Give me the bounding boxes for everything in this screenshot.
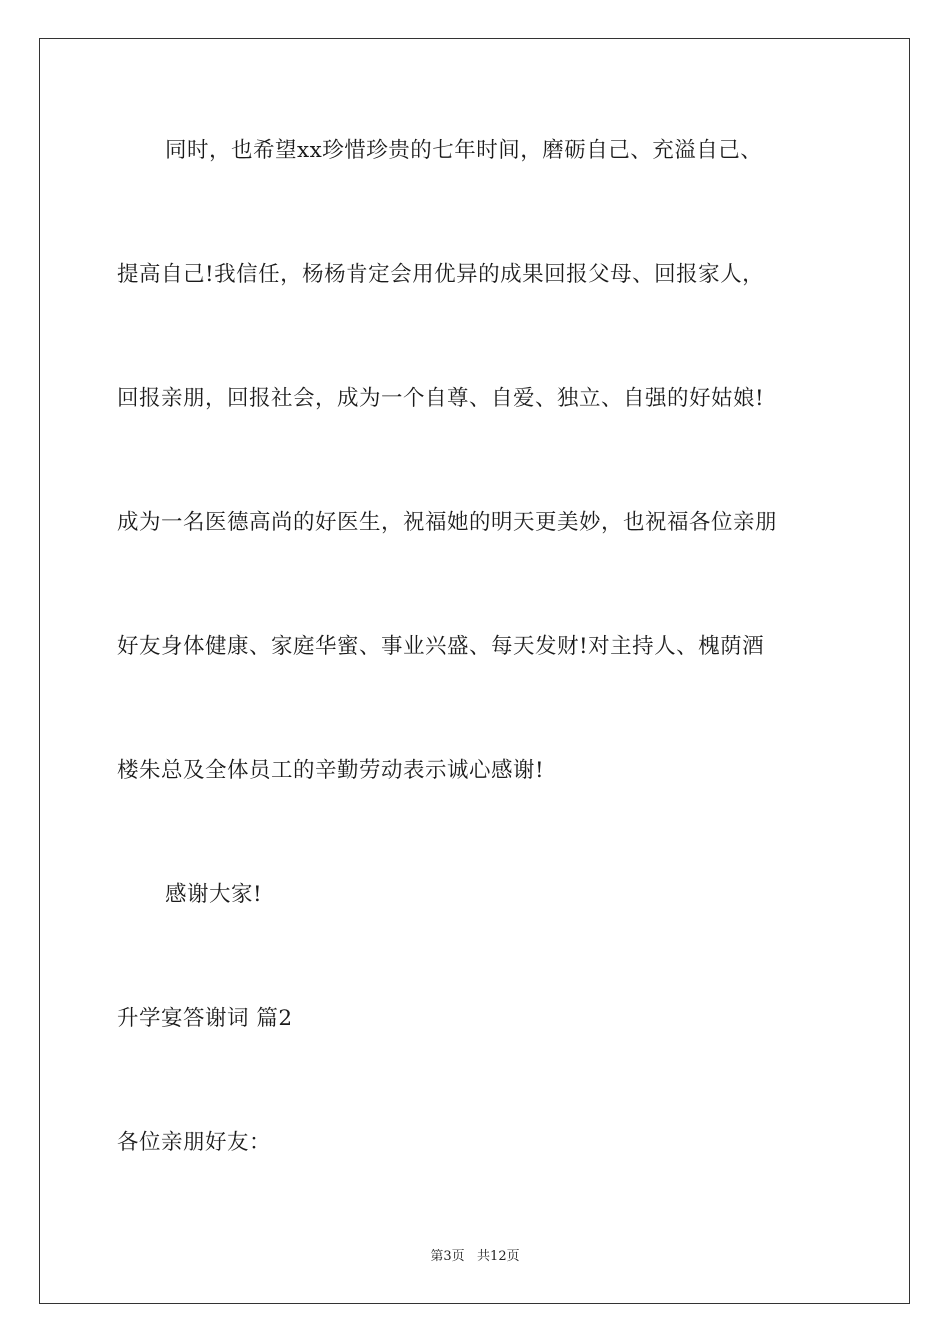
paragraph-line-2: 提高自己!我信任，杨杨肯定会用优异的成果回报父母、回报家人， [117,262,765,287]
paragraph-line-6: 楼朱总及全体员工的辛勤劳动表示诚心感谢! [117,758,545,783]
page-number-footer: 第3页 共12页 [430,1249,520,1264]
salutation: 各位亲朋好友： [117,1130,272,1155]
page-border [39,38,910,1304]
section-heading: 升学宴答谢词 篇2 [117,1006,293,1031]
closing-line: 感谢大家! [165,882,263,907]
paragraph-line-4: 成为一名医德高尚的好医生，祝福她的明天更美妙，也祝福各位亲朋 [117,510,778,535]
paragraph-line-5: 好友身体健康、家庭华蜜、事业兴盛、每天发财!对主持人、槐荫酒 [117,634,765,659]
paragraph-line-1: 同时，也希望xx珍惜珍贵的七年时间，磨砺自己、充溢自己、 [165,138,763,163]
paragraph-line-3: 回报亲朋，回报社会，成为一个自尊、自爱、独立、自强的好姑娘! [117,386,765,411]
